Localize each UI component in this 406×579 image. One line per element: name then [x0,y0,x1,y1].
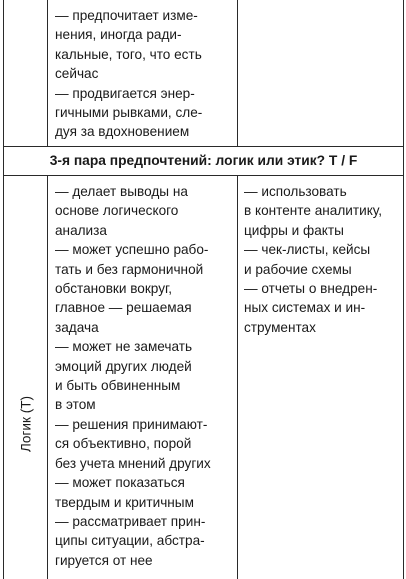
text-line: главное — решаемая [55,300,192,316]
traits-text [48,176,237,574]
section-header: 3-я пара предпочтений: логик или этик? T / F [4,147,404,176]
text-line: — чек-листы, кейсы [244,242,371,258]
content-cell-empty [238,0,404,147]
text-line: тать и без гармоничной [55,261,204,277]
text-line: ных системах и ин- [244,300,366,316]
text-line: дуя за вдохновением [55,124,190,140]
table-row [4,0,404,147]
text-line: цифры и факты [244,222,344,238]
text-line: в контенте аналитику, [244,203,383,219]
text-line: — может показаться [55,475,185,491]
text-line: — решения принимают- [55,416,208,432]
text-line: нения, иногда ради- [55,27,182,43]
side-label-cell [4,176,48,579]
content-text [238,176,403,341]
text-line: основе логического [55,203,179,219]
text-line: — может не замечать [55,339,193,355]
text-line: в этом [55,397,96,413]
text-line: обстановки вокруг, [55,281,173,297]
text-line: ципы ситуации, абстра- [55,533,205,549]
text-line: — может успешно рабо- [55,242,209,258]
text-line: струментах [244,319,316,335]
text-line: и быть обвиненным [55,378,181,394]
text-line: ся объективно, порой [55,436,192,452]
text-line: — отчеты о внедрен- [244,281,378,297]
text-line: эмоций других людей [55,358,192,374]
traits-text [48,0,237,146]
traits-cell [48,0,238,147]
content-cell [238,176,404,579]
text-line: гируется от нее [55,552,153,568]
table-row [4,176,404,579]
text-line: — предпочитает изме- [55,8,198,23]
traits-cell [48,176,238,579]
preferences-table [3,0,404,579]
text-line: — рассматривает прин- [55,513,206,529]
text-line: кальные, того, что есть [55,46,202,62]
text-line: без учета мнений других [55,455,211,471]
text-line: анализа [55,222,107,238]
text-line: — продвигается энер- [55,85,195,101]
text-line: задача [55,319,99,335]
text-line: сейчас [55,66,99,82]
side-label: Логик (T) [17,395,33,453]
text-line: гичными рывками, сле- [55,105,203,121]
text-line: — использовать [244,184,347,199]
text-line: твердым и критичным [55,494,194,510]
side-cell-empty [4,0,48,147]
text-line: и рабочие схемы [244,261,352,277]
table-row [4,147,404,176]
text-line: — делает выводы на [55,184,188,199]
